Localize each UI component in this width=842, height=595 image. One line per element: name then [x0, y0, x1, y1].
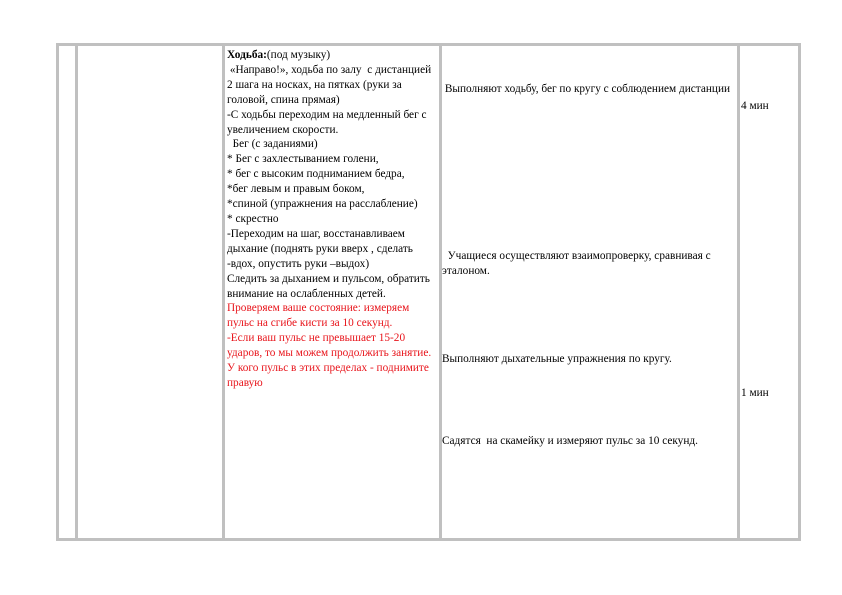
walking-heading-bold: Ходьба:: [227, 49, 267, 61]
content-line: -С ходьбы переходим на медленный бег с увеличением скорости.: [227, 108, 430, 136]
content-line: «Направо!», ходьба по залу с дистанцией 2 шага на носках, на пятках (руки за головой, спина прямая): [227, 63, 434, 106]
empty-cell-number: [59, 46, 75, 538]
pulse-instruction-text: -Если ваш пульс не превышает 15-20 ударов, то мы можем продолжить занятие. У кого пульс в этих пределах - поднимите правую: [227, 332, 434, 389]
time-cell: [740, 46, 801, 538]
content-line: Бег (с заданиями): [227, 138, 318, 151]
pulse-check-text: Проверяем ваше состояние: измеряем пульс на сгибе кисти за 10 секунд.: [227, 302, 413, 330]
content-line: * бег с высоким подниманием бедра,: [227, 168, 405, 181]
content-line: *бег левым и правым боком,: [227, 183, 365, 196]
content-line: * Бег с захлестыванием голени,: [227, 153, 379, 166]
lesson-table: [56, 43, 801, 541]
student-line: Учащиеся осуществляют взаимопроверку, сравнивая с эталоном.: [442, 250, 714, 277]
content-line: Следить за дыханием и пульсом, обратить внимание на ослабленных детей.: [227, 272, 433, 300]
student-line: Выполняют ходьбу, бег по кругу с соблюдением дистанции: [442, 83, 731, 95]
empty-cell-stage: [78, 46, 222, 538]
content-line: * скрестно: [227, 212, 279, 225]
walking-heading: [227, 48, 439, 63]
time-value: 1 мин: [741, 387, 769, 399]
content-line: -Переходим на шаг, восстанавливаем дыхание (поднять руки вверх , сделать -вдох, опустить руки –выдох): [227, 227, 416, 270]
teacher-activity-cell: [225, 46, 440, 538]
student-line: Садятся на скамейку и измеряют пульс за 10 секунд.: [442, 435, 698, 447]
content-line: *спиной (упражнения на расслабление): [227, 198, 418, 211]
walking-heading-rest: (под музыку): [266, 49, 331, 61]
student-line: Выполняют дыхательные упражнения по кругу.: [442, 353, 672, 365]
student-activity-cell: [442, 46, 738, 538]
time-value: 4 мин: [741, 100, 769, 112]
